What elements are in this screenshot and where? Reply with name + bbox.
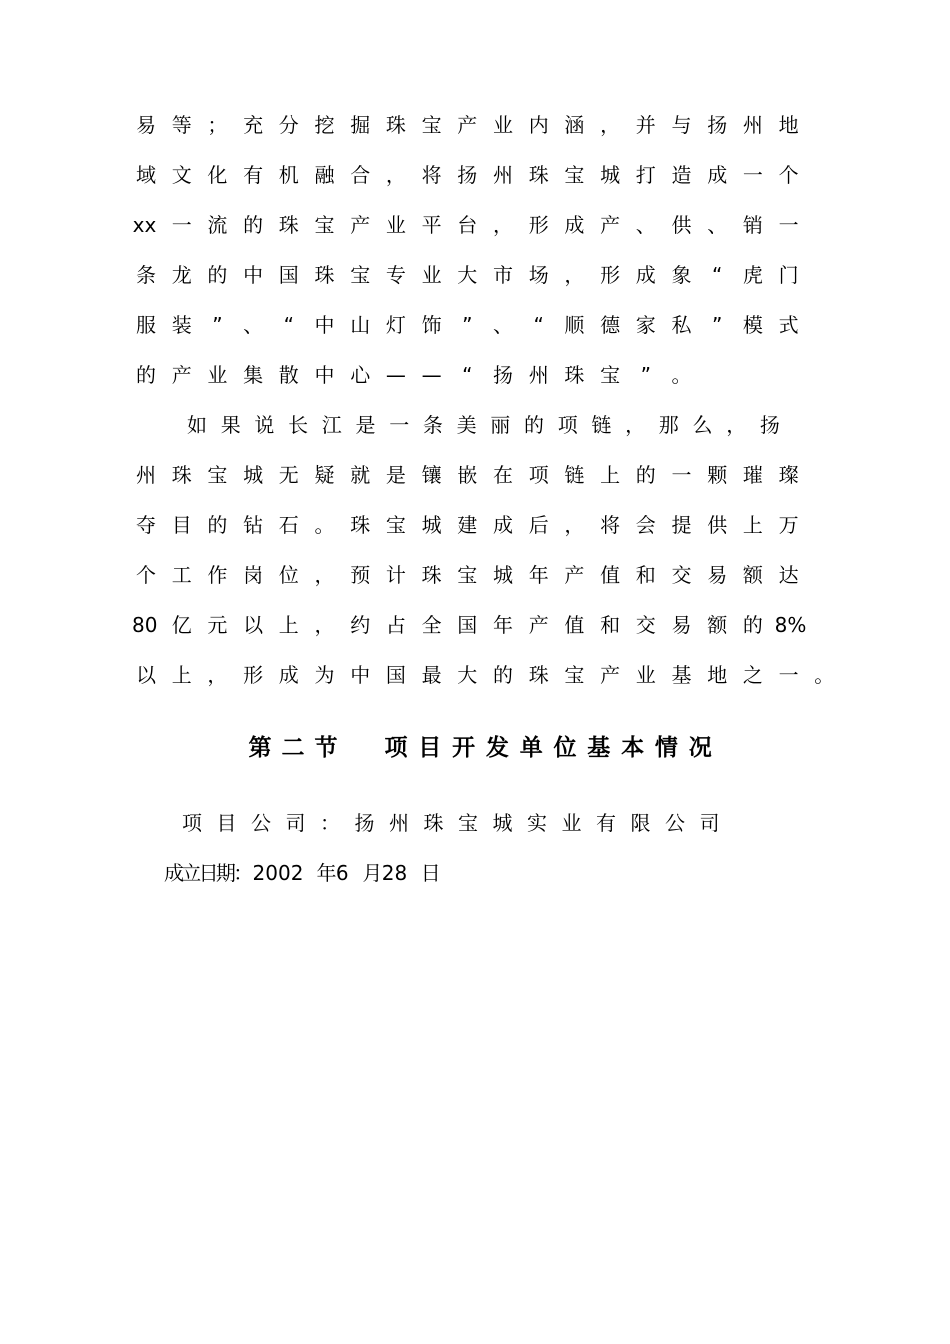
glyph: 元 [207,613,228,637]
glyph: 情 [654,735,678,761]
glyph: 心 [350,363,371,387]
glyph: 扬 [759,413,780,437]
glyph: 无 [278,463,299,487]
glyph: 州 [742,113,763,137]
glyph: 大 [457,263,478,287]
glyph: 宝 [564,163,585,187]
glyph: 那 [658,413,679,437]
glyph: 节 [314,735,338,761]
glyph: ， [564,513,585,537]
text-line [0,660,950,690]
glyph: 是 [355,413,376,437]
text-line [0,160,950,190]
glyph: 个 [136,563,156,587]
glyph: 链 [564,463,585,487]
glyph: 司 [699,811,720,835]
glyph: 易 [671,613,692,637]
glyph: ， [625,413,646,437]
text-line [0,360,950,390]
glyph: 美 [456,413,477,437]
glyph: 2002 [252,861,304,885]
glyph: 成 [707,163,728,187]
glyph: 宝 [314,213,335,237]
glyph: 、 [493,313,513,337]
glyph: 龙 [171,263,192,287]
glyph: 、 [707,213,728,237]
glyph: 如 [187,413,207,437]
glyph: 供 [707,513,728,537]
glyph: 将 [421,163,442,187]
glyph: 珠 [314,263,335,287]
glyph: 分 [278,113,299,137]
glyph: 一 [389,413,410,437]
glyph: 有 [243,163,264,187]
glyph: 内 [528,113,549,137]
glyph: 业 [385,213,406,237]
text-line [0,410,950,440]
glyph: 长 [288,413,309,437]
glyph: 二 [281,735,305,761]
glyph: 期 [215,861,236,885]
glyph: 充 [243,113,264,137]
text-line [0,310,950,340]
glyph: 会 [635,513,656,537]
glyph: 日 [420,861,441,885]
glyph: 80 [132,613,158,637]
glyph: 私 [671,313,692,337]
glyph: 象 [671,263,692,287]
glyph: ” [462,313,473,337]
glyph: ， [314,563,335,587]
glyph: 式 [778,313,799,337]
glyph: 装 [171,313,192,337]
glyph: 形 [243,663,264,687]
glyph: 上 [742,513,763,537]
glyph: 额 [742,563,763,587]
glyph: 等 [171,113,192,137]
glyph: 珠 [278,213,299,237]
glyph: 一 [171,213,192,237]
glyph: 业 [421,263,442,287]
glyph: 州 [493,163,513,187]
glyph: 扬 [457,163,478,187]
glyph: 的 [635,463,656,487]
glyph: 城 [421,513,442,537]
glyph: 业 [493,113,513,137]
glyph: 限 [630,811,651,835]
glyph: 钻 [243,513,264,537]
glyph: 台 [457,213,478,237]
glyph: 产 [564,563,585,587]
glyph: 在 [493,463,513,487]
glyph: 的 [243,213,264,237]
glyph: 饰 [421,313,442,337]
company-line [0,808,950,838]
glyph: 机 [278,163,299,187]
glyph: 形 [528,213,549,237]
glyph: ” [212,313,223,337]
glyph: 形 [600,263,621,287]
glyph: 合 [350,163,371,187]
glyph: 城 [493,563,513,587]
glyph: 产 [350,213,371,237]
text-line [0,260,950,290]
glyph: 一 [742,163,763,187]
glyph: 珠 [421,563,442,587]
glyph: “ [533,313,544,337]
glyph: 一 [671,463,692,487]
glyph: 城 [492,811,513,835]
glyph: ： [233,861,254,885]
glyph: 上 [278,613,299,637]
glyph: 地 [778,113,799,137]
glyph: 宝 [207,463,228,487]
glyph: 个 [778,163,799,187]
glyph: 全 [421,613,442,637]
glyph: 将 [600,513,621,537]
glyph: 集 [243,363,264,387]
glyph: 是 [385,463,406,487]
glyph: “ [712,263,723,287]
glyph: 市 [493,263,513,287]
glyph: 涵 [564,113,585,137]
glyph: 璀 [742,463,763,487]
glyph: 易 [707,563,728,587]
glyph: 立 [181,861,202,885]
glyph: 实 [527,811,547,835]
glyph: ， [726,413,747,437]
text-line [0,210,950,240]
glyph: 8% [774,613,807,637]
glyph: 宝 [421,113,442,137]
text-line [0,460,950,490]
glyph: 域 [136,163,156,187]
glyph: 年 [493,613,513,637]
glyph: 产 [528,613,549,637]
glyph: 条 [422,413,443,437]
glyph: 家 [635,313,656,337]
glyph: 模 [742,313,763,337]
glyph: — [385,363,406,387]
glyph: ， [207,663,228,687]
glyph: 供 [671,213,692,237]
glyph: 文 [171,163,192,187]
glyph: 宝 [457,563,478,587]
glyph: ， [493,213,513,237]
glyph: 化 [207,163,228,187]
glyph: 开 [452,735,476,761]
glyph: 造 [671,163,692,187]
glyph: 中 [314,363,335,387]
glyph: 成 [278,663,299,687]
glyph: ， [600,113,621,137]
glyph: — [421,363,442,387]
glyph: 颗 [707,463,728,487]
glyph: 德 [600,313,621,337]
glyph: 说 [254,413,275,437]
glyph: 镶 [421,463,442,487]
glyph: 扬 [707,113,728,137]
glyph: 年 [528,563,549,587]
glyph: “ [462,363,473,387]
text-line [0,510,950,540]
glyph: 链 [591,413,612,437]
glyph: 、 [635,213,656,237]
glyph: 目 [418,735,442,761]
glyph: 最 [421,663,442,687]
glyph: 值 [600,563,621,587]
glyph: 之 [742,663,763,687]
glyph: 州 [528,363,549,387]
text-line [0,110,950,140]
glyph: 城 [243,463,264,487]
glyph: 日 [198,861,219,885]
glyph: 和 [600,613,621,637]
section-heading-title [0,730,950,766]
glyph: 公 [665,811,685,835]
glyph: 有 [596,811,616,835]
glyph: 珠 [350,513,371,537]
glyph: 。 [671,363,692,387]
glyph: 况 [688,735,712,761]
glyph: 销 [742,213,763,237]
glyph: 一 [778,213,799,237]
glyph: 项 [528,463,549,487]
glyph: 宝 [350,263,371,287]
glyph: 珠 [564,363,585,387]
glyph: 珠 [385,113,406,137]
glyph: 打 [635,163,656,187]
glyph: 产 [600,213,621,237]
glyph: 岗 [243,563,264,587]
glyph: 产 [600,663,621,687]
glyph: 州 [389,811,409,835]
glyph: 宝 [458,811,478,835]
glyph: 位 [553,735,577,761]
glyph: 和 [635,563,656,587]
glyph: 万 [778,513,799,537]
glyph: “ [283,313,294,337]
glyph: 州 [136,463,156,487]
glyph: 珠 [528,663,549,687]
glyph: 并 [635,113,656,137]
glyph: 达 [778,563,799,587]
glyph: ， [385,163,406,187]
glyph: 以 [243,613,264,637]
glyph: 上 [171,663,192,687]
glyph: 第 [248,735,272,761]
glyph: 。 [314,513,335,537]
glyph: 年 [316,861,337,885]
glyph: 大 [457,663,478,687]
text-line [0,560,950,590]
glyph: 交 [671,563,692,587]
glyph: 国 [457,613,478,637]
glyph: 位 [278,563,299,587]
glyph: 服 [136,313,156,337]
glyph: 基 [587,735,611,761]
glyph: 易 [136,113,156,137]
glyph: 公 [251,811,271,835]
glyph: 计 [385,563,406,587]
glyph: 流 [207,213,228,237]
glyph: 中 [314,313,335,337]
glyph: ； [207,113,228,137]
glyph: 项 [557,413,578,437]
glyph: 目 [216,811,237,835]
glyph: 基 [671,663,692,687]
glyph: 月 [362,861,383,885]
glyph: 璨 [778,463,799,487]
glyph: 嵌 [457,463,478,487]
glyph: 目 [171,513,192,537]
glyph: 作 [207,563,228,587]
glyph: 国 [278,263,299,287]
glyph: 业 [207,363,228,387]
glyph: 专 [385,263,406,287]
glyph: 后 [528,513,549,537]
glyph: 项 [182,811,202,835]
glyph: 产 [457,113,478,137]
glyph: 山 [350,313,371,337]
glyph: 以 [136,663,156,687]
glyph: 江 [321,413,342,437]
glyph: 珠 [171,463,192,487]
established-date-line [0,858,950,888]
glyph: 业 [561,811,582,835]
glyph: 提 [671,513,692,537]
glyph: 扬 [354,811,375,835]
glyph: xx [132,213,157,237]
glyph: 的 [524,413,544,437]
glyph: 门 [778,263,799,287]
glyph: 丽 [490,413,511,437]
glyph: 国 [385,663,406,687]
glyph: 单 [519,735,543,761]
glyph: 占 [385,613,406,637]
glyph: 业 [635,663,656,687]
glyph: 么 [692,413,713,437]
glyph: 成 [564,213,585,237]
glyph: 夺 [136,513,156,537]
glyph: 条 [136,263,156,287]
glyph: 平 [421,213,442,237]
glyph: ： [320,811,340,835]
text-line [0,610,950,640]
glyph: 中 [243,263,264,287]
glyph: 成 [164,861,184,885]
glyph: 石 [278,513,299,537]
glyph: 掘 [350,113,371,137]
glyph: 发 [485,735,509,761]
glyph: ” [712,313,723,337]
glyph: 额 [707,613,728,637]
glyph: 中 [350,663,371,687]
glyph: 顺 [564,313,585,337]
glyph: 珠 [528,163,549,187]
glyph: 。 [814,663,835,687]
glyph: 的 [493,663,513,687]
glyph: 的 [742,613,763,637]
glyph: 值 [564,613,585,637]
glyph: 与 [671,113,692,137]
glyph: 本 [621,735,645,761]
glyph: 珠 [423,811,444,835]
glyph: 为 [314,663,335,687]
glyph: 亿 [171,613,192,637]
glyph: 成 [635,263,656,287]
glyph: 宝 [564,663,585,687]
glyph: 融 [314,163,335,187]
glyph: 建 [457,513,478,537]
glyph: 的 [136,363,156,387]
glyph: 28 [381,861,408,885]
glyph: ” [640,363,651,387]
glyph: 灯 [385,313,406,337]
glyph: 产 [171,363,192,387]
glyph: 6 [335,861,349,885]
glyph: 的 [207,263,228,287]
glyph: 扬 [493,363,513,387]
glyph: 宝 [385,513,406,537]
glyph: 预 [350,563,371,587]
glyph: 疑 [314,463,335,487]
glyph: 城 [600,163,621,187]
glyph: 的 [207,513,228,537]
glyph: 成 [493,513,513,537]
glyph: 一 [778,663,799,687]
glyph: 散 [278,363,299,387]
glyph: 地 [707,663,728,687]
glyph: 就 [350,463,371,487]
glyph: ， [564,263,585,287]
glyph: 果 [220,413,241,437]
glyph: 交 [635,613,656,637]
glyph: 虎 [742,263,763,287]
glyph: 司 [285,811,306,835]
glyph: 约 [350,613,371,637]
glyph: ， [314,613,335,637]
glyph: 宝 [600,363,621,387]
glyph: 工 [171,563,192,587]
glyph: 上 [600,463,621,487]
glyph: 挖 [314,113,335,137]
glyph: 项 [384,735,408,761]
glyph: 场 [528,263,549,287]
glyph: 、 [243,313,264,337]
